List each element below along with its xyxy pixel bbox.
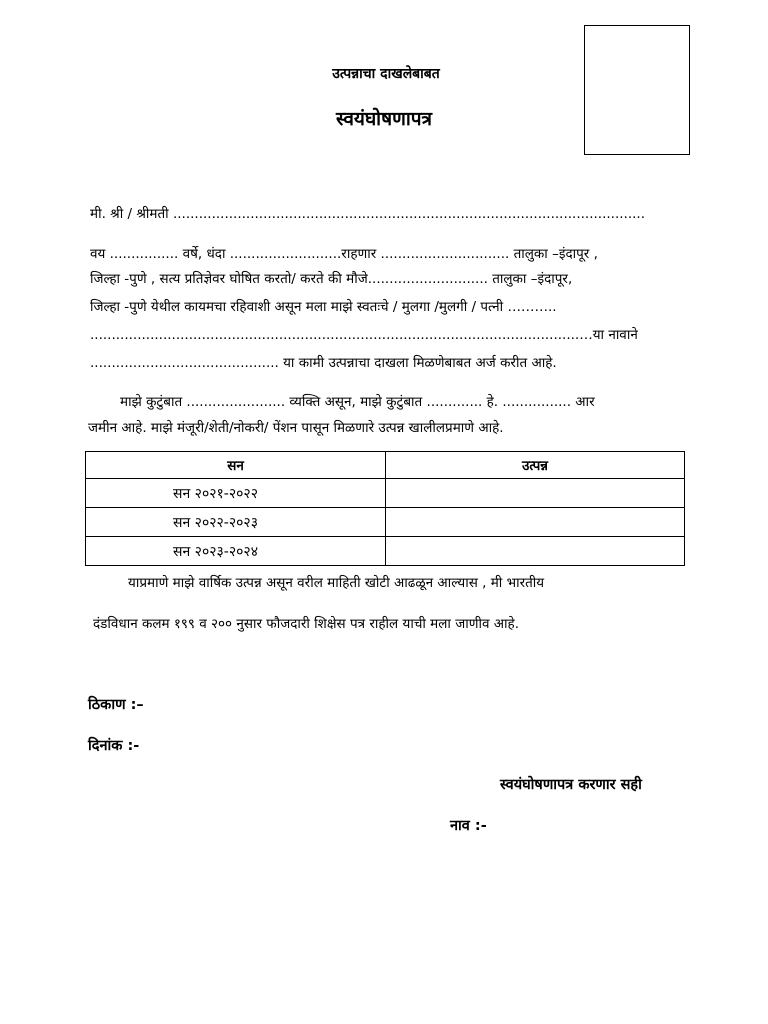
year-cell: सन २०२३-२०२४: [86, 537, 386, 566]
declaration-line-2: दंडविधान कलम १९९ व २०० नुसार फौजदारी शिक्षेस पत्र राहील याची मला जाणीव आहे.: [93, 616, 520, 632]
income-cell[interactable]: [386, 537, 685, 566]
income-table: [85, 451, 685, 566]
table-row: [86, 537, 685, 566]
table-row: [86, 508, 685, 537]
header-income: उत्पन्न: [386, 452, 685, 479]
year-cell: सन २०२२-२०२३: [86, 508, 386, 537]
income-cell[interactable]: [386, 508, 685, 537]
photo-box: [584, 25, 690, 155]
header-year: सन: [86, 452, 386, 479]
signature-label: स्वयंघोषणापत्र करणार सही: [500, 777, 642, 793]
family-line: माझे कुटुंबात ....................... व्यक्ति असून, माझे कुटुंबात ............. हे. ................ आर: [120, 394, 595, 410]
application-line: ............................................ या कामी उत्पन्नाचा दाखला मिळणेबाबत अर्ज करीत आहे.: [90, 355, 557, 371]
declaration-line-1: याप्रमाणे माझे वार्षिक उत्पन्न असून वरील माहिती खोटी आढळून आल्यास , मी भारतीय: [128, 575, 545, 591]
place-label: ठिकाण :–: [88, 697, 144, 713]
table-header-row: [86, 452, 685, 479]
year-cell: सन २०२१-२०२२: [86, 479, 386, 508]
document-title: स्वयंघोषणापत्र: [335, 108, 433, 130]
income-source-line: जमीन आहे. माझे मंजूरी/शेती/नोकरी/ पेंशन पासून मिळणारे उत्पन्न खालीलप्रमाणे आहे.: [88, 420, 504, 436]
declarant-name-line: मी. श्री / श्रीमती ..............................................................................................................: [90, 206, 645, 222]
beneficiary-name-line: ..................................................................................................................…या नावाने: [90, 327, 638, 343]
district-declaration-line: जिल्हा -पुणे , सत्य प्रतिज्ञेवर घोषित करतो/ करते की मौजे............................ तालुका –इंदापूर,: [90, 271, 573, 287]
date-label: दिनांक :-: [88, 738, 140, 754]
income-cell[interactable]: [386, 479, 685, 508]
table-row: [86, 479, 685, 508]
age-occupation-line: वय ................ वर्षे, धंदा ..........................राहणार .............................. तालुका –इंदापूर ,: [90, 246, 598, 262]
document-subtitle: उत्पन्नाचा दाखलेबाबत: [332, 66, 440, 82]
name-label: नाव :-: [450, 818, 487, 834]
resident-line: जिल्हा -पुणे येथील कायमचा रहिवाशी असून मला माझे स्वतःचे / मुलगा /मुलगी / पत्नी ………..: [90, 299, 557, 315]
